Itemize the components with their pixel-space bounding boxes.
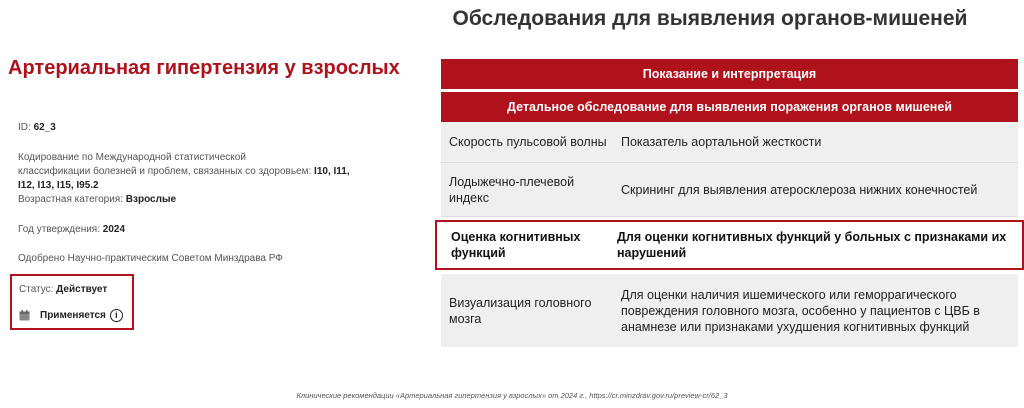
age-category: [18, 193, 350, 207]
calendar-icon: [19, 310, 30, 321]
row-test-name: Скорость пульсовой волны: [449, 135, 607, 149]
row-interpretation: Для оценки наличия ишемического или геморрагического повреждения головного мозга, особенно у пациентов с ЦВБ в анамнезе или признаками ухудшения когнитивных функций: [621, 287, 980, 334]
approved-by: Одобрено Научно-практическим Советом Минздрава РФ: [18, 253, 283, 264]
status-value: Действует: [56, 284, 108, 295]
table-row: [441, 274, 1018, 347]
coding-block: [18, 151, 350, 207]
year-label: Год утверждения:: [18, 224, 100, 235]
approval-year: [18, 223, 125, 237]
age-label: Возрастная категория:: [18, 194, 123, 205]
table-row-highlighted: [435, 220, 1024, 270]
row-interpretation: Показатель аортальной жесткости: [621, 135, 822, 149]
status-box: [10, 274, 134, 330]
source-footnote: Клинические рекомендации «Артериальная гипертензия у взрослых» от 2024 г., https://cr.minzdrav.gov.ru/preview-cr/62_3: [296, 391, 728, 400]
table-header-sub: Детальное обследование для выявления поражения органов мишеней: [441, 92, 1018, 122]
coding-label-line2: классификации болезней и проблем, связанных со здоровьем:: [18, 166, 312, 177]
document-title: Артериальная гипертензия у взрослых: [8, 57, 400, 79]
row-test-name: Лодыжечно-плечевой индекс: [449, 174, 575, 205]
coding-line2: [18, 165, 350, 179]
row-test-name: Оценка когнитивных функций: [451, 230, 581, 260]
row-test-name: Визуализация головного мозга: [449, 295, 592, 326]
age-value: Взрослые: [125, 194, 177, 205]
coding-codes-1: I10, I11,: [314, 166, 350, 177]
status-line: [19, 284, 107, 295]
year-value: 2024: [102, 224, 126, 235]
id-label: ID:: [18, 122, 31, 133]
page-title: Обследования для выявления органов-мишеней: [452, 7, 968, 30]
document-id: [18, 121, 56, 135]
coding-label-line1: Кодирование по Международной статистической: [18, 152, 246, 163]
row-interpretation: Скрининг для выявления атеросклероза нижних конечностей: [621, 182, 978, 197]
table-row: [441, 163, 1018, 217]
exam-table: [441, 59, 1018, 347]
info-icon[interactable]: i: [110, 309, 123, 322]
row-interpretation: Для оценки когнитивных функций у больных с признаками их нарушений: [617, 230, 1007, 260]
id-value: 62_3: [33, 122, 56, 133]
status-label: Статус:: [19, 284, 54, 295]
table-row: [441, 122, 1018, 163]
applies-label: Применяется: [40, 310, 106, 321]
applies-line: [19, 309, 123, 322]
coding-codes-2: I12, I13, I15, I95.2: [18, 180, 99, 191]
table-header-main: Показание и интерпретация: [441, 59, 1018, 89]
